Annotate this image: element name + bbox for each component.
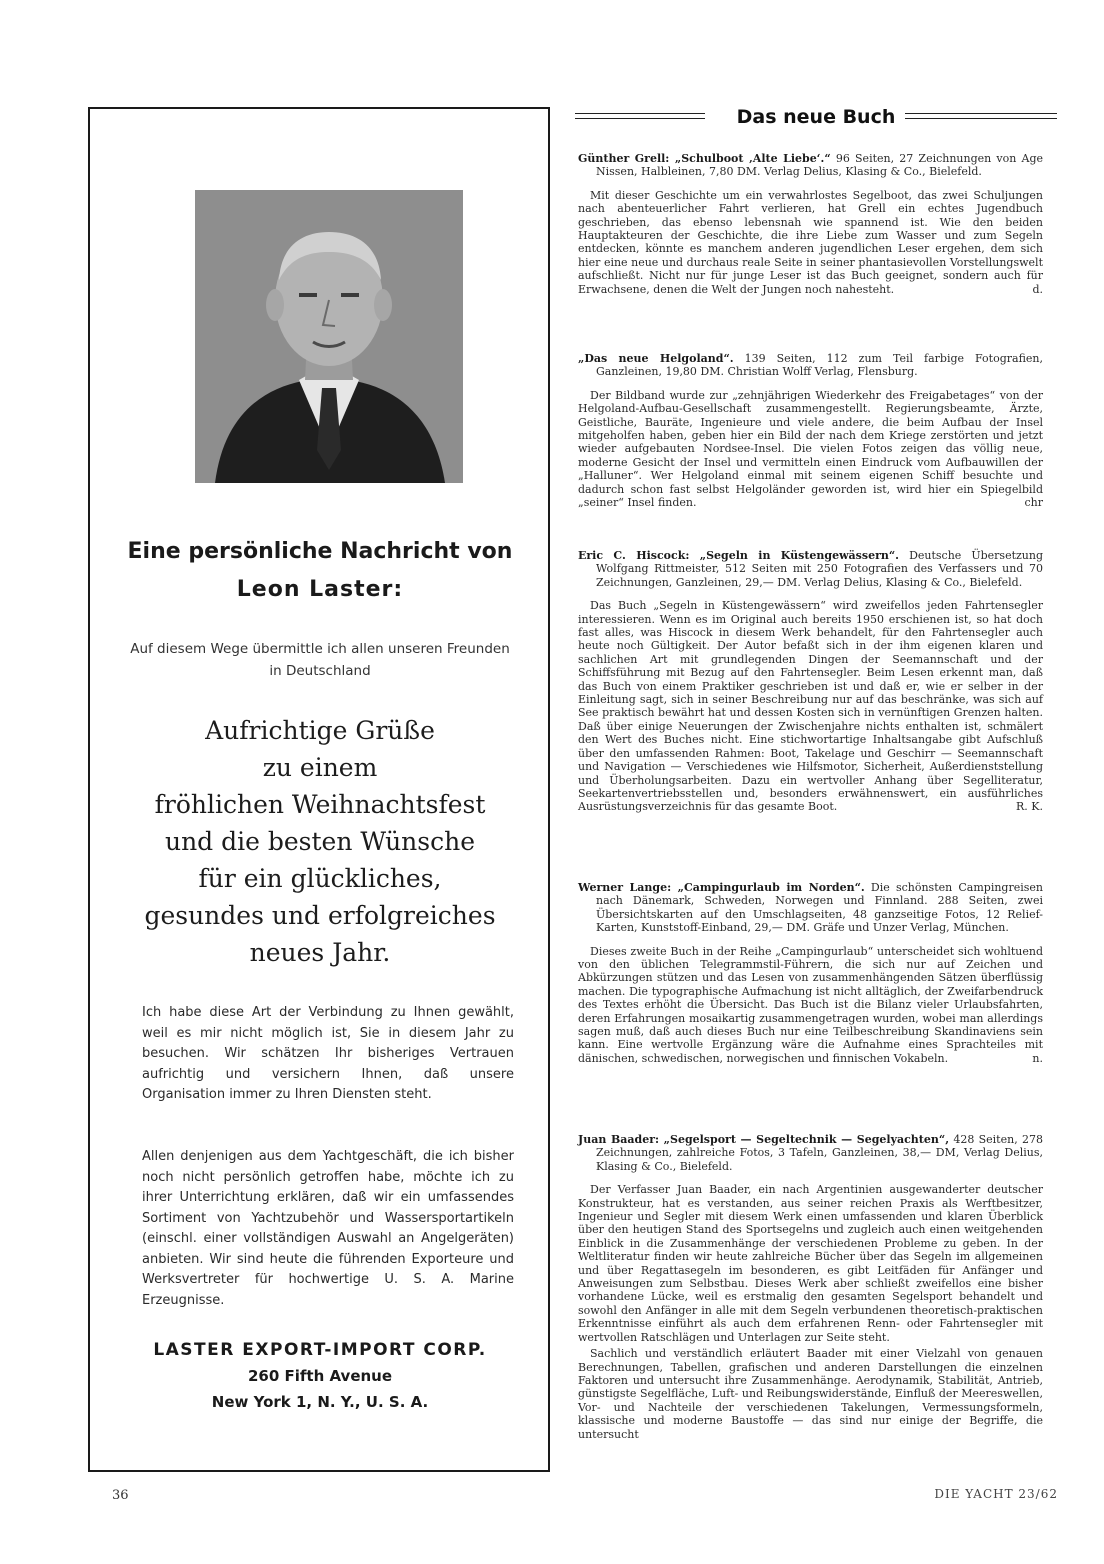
review-title: Juan Baader: „Segelsport — Segeltechnik — Segelyachten“,: [578, 1133, 950, 1146]
review-lange: [578, 881, 1043, 1065]
company-block: [100, 1338, 540, 1414]
greeting-line: fröhlichen Weihnachtsfest: [154, 790, 486, 819]
greeting-line: Aufrichtige Grüße: [205, 716, 435, 745]
review-text: Der Bildband wurde zur „zehnjährigen Wiederkehr des Freigabetages“ von der Helgoland-Aufbau-Gesellschaft zusammengestellt. Regierungsbeamte, Ärzte, Geistliche, Bauräte, Ingenieure und viele andere, die beim Aufbau der Insel mitgeholfen haben, geben hier ein Bild der nach dem Kriege zerstörten und jetzt wieder aufgebauten Nordsee-Insel. Die vielen Fotos zeigen das völlig neue, moderne Gesicht der Insel und vermitteln einen Eindruck vom Aufbauwillen der „Halluner“. Wer Helgoland einmal mit seinem eigenen Schiff besuchte und dadurch schon fast selbst Helgoländer geworden ist, wird hier ein Spiegelbild „seiner“ Insel finden.: [578, 388, 1043, 510]
greeting-line: und die besten Wünsche: [164, 827, 476, 856]
review-title: Werner Lange: „Campingurlaub im Norden“.: [578, 881, 865, 894]
ad-greeting: [100, 712, 540, 971]
review-signature: chr: [1024, 496, 1043, 510]
section-header: [575, 104, 1057, 130]
review-body: [578, 389, 1043, 510]
company-name: LASTER EXPORT-IMPORT CORP.: [153, 1340, 487, 1360]
review-bibliography: [578, 152, 1043, 179]
greeting-line: neues Jahr.: [249, 938, 391, 967]
review-helgoland: [578, 352, 1043, 509]
review-signature: n.: [1032, 1051, 1043, 1065]
greeting-line: zu einem: [262, 753, 378, 782]
review-details: 139 Seiten, 112 zum Teil farbige Fotografien, Ganzleinen, 19,80 DM. Christian Wolff Verlag, Flensburg.: [596, 352, 1043, 379]
review-details: 428 Seiten, 278 Zeichnungen, zahlreiche Fotos, 3 Tafeln, Ganzleinen, 38,— DM, Verlag Delius, Klasing & Co., Bielefeld.: [596, 1133, 1043, 1173]
review-baader: [578, 1133, 1043, 1441]
portrait-photo: [195, 190, 463, 483]
review-signature: R. K.: [1016, 800, 1043, 814]
review-text: Mit dieser Geschichte um ein verwahrlostes Segelboot, das zwei Schuljungen nach abenteuerlicher Fahrt verlieren, hat Grell ein echtes Jugendbuch geschrieben, das ebenso lebensnah wie spannend ist. Wie den beiden Hauptakteuren der Geschichte, die ihre Liebe zum Wasser und zum Segeln entdecken, könnte es manchem anderen jugendlichen Leser ergehen, dem sich hier eine neue und durchaus reale Seite in seiner phantasievollen Vorstellungswelt aufschließt. Nicht nur für junge Leser ist das Buch geeignet, sondern auch für Erwachsene, denen die Welt der Jungen noch nahesteht.: [578, 188, 1043, 296]
review-bibliography: [578, 549, 1043, 589]
review-details: Deutsche Übersetzung Wolfgang Rittmeister, 512 Seiten mit 250 Fotografien des Verfassers und 70 Zeichnungen, Ganzleinen, 29,— DM. Verlag Delius, Klasing & Co., Bielefeld.: [596, 549, 1044, 589]
section-title: Das neue Buch: [736, 106, 896, 128]
ad-paragraph-2: Allen denjenigen aus dem Yachtgeschäft, die ich bisher noch nicht persönlich getroffen habe, möchte ich zu ihrer Unterrichtung erklären, daß wir ein umfassendes Sortiment von Yachtzubehör und Wassersportartikeln (einschl. einer vollständigen Auswahl an Angelgeräten) anbieten. Wir sind heute die führenden Exporteure und Werksvertreter für hochwertige U. S. A. Marine Erzeugnisse.: [142, 1149, 514, 1308]
review-title: Eric C. Hiscock: „Segeln in Küstengewässern“.: [578, 549, 900, 562]
greeting-line: für ein glückliches,: [198, 864, 442, 893]
ad-heading-line1: Eine persönliche Nachricht von: [127, 539, 513, 564]
page-number: 36: [112, 1488, 129, 1503]
review-hiscock: [578, 549, 1043, 814]
ad-heading-line2: Leon Laster:: [236, 577, 404, 602]
review-body: Sachlich und verständlich erläutert Baader mit einer Vielzahl von genauen Berechnungen, Tabellen, grafischen und anderen Darstellungen die einzelnen Faktoren und untersucht ihre Zusammenhänge. Aerodynamik, Stabilität, Antrieb, günstigste Segelfläche, Luft- und Reibungswiderstände, Einfluß der Meereswellen, Vor- und Nachteile der verschiedenen Takelungen, Vermessungsformeln, klassische und moderne Baustoffe — das sind nur einige der Begriffe, die untersucht: [578, 1347, 1043, 1441]
review-title: Günther Grell: „Schulboot ‚Alte Liebe‘.“: [578, 152, 831, 165]
review-text: Dieses zweite Buch in der Reihe „Campingurlaub“ unterscheidet sich wohltuend von den üblichen Telegrammstil-Führern, die sich nur auf Zeichen und Abkürzungen stützen und das Lesen von zusammenhängenden Sätzen überflüssig machen. Die typographische Aufmachung ist nicht alltäglich, der Zweifarbendruck des Textes erhöht die Übersicht. Das Buch ist die Bilanz vieler Urlaubsfahrten, deren Erfahrungen mosaikartig zusammengetragen wurden, wobei man allerdings sagen muß, daß auch dieses Buch nur eine Teilbeschreibung Skandinaviens sein kann. Eine wertvolle Ergänzung wäre die Aufnahme eines Sprachteiles mit dänischen, schwedischen, norwegischen und finnischen Vokabeln.: [578, 944, 1043, 1065]
ad-intro: Auf diesem Wege übermittle ich allen unseren Freunden in Deutschland: [130, 641, 510, 679]
review-body: [578, 599, 1043, 814]
review-body: [578, 945, 1043, 1066]
rule-right: [905, 113, 1057, 119]
review-bibliography: [578, 881, 1043, 935]
company-city: New York 1, N. Y., U. S. A.: [211, 1393, 429, 1411]
journal-issue: DIE YACHT 23/62: [934, 1487, 1058, 1501]
review-details: Die schönsten Campingreisen nach Dänemark, Schweden, Norwegen und Finnland. 288 Seiten, zwei Übersichtskarten auf den Umschlagseiten, 48 ganzseitige Fotos, 12 Relief-Karten, Kunststoff-Einband, 29,— DM. Gräfe und Unzer Verlag, München.: [596, 881, 1044, 935]
review-bibliography: [578, 352, 1043, 379]
review-body: Der Verfasser Juan Baader, ein nach Argentinien ausgewanderter deutscher Konstrukteur, hat es verstanden, aus seiner reichen Praxis als Werftbesitzer, Ingenieur und Segler mit diesem Werk einen umfassenden und klaren Überblick über den heutigen Stand des Sportsegelns und zugleich auch einen weitgehenden Einblick in die Zusammenhänge der verschiedenen Probleme zu geben. In der Weltliteratur finden wir heute zahlreiche Bücher über das Segeln im allgemeinen und über Regattasegeln im besonderen, es gibt Leitfäden für Anfänger und Anweisungen zum Selbstbau. Dieses Werk aber schließt zweifellos eine bisher vorhandene Lücke, weil es erstmalig den gesamten Segelsport behandelt und sowohl den Anfänger in alle mit dem Segeln verbundenen theoretisch-praktischen Erkenntnisse einführt als auch dem erfahrenen Renn- oder Fahrtensegler mit wertvollen Ratschlägen und Unterlagen zur Seite steht.: [578, 1183, 1043, 1344]
review-body: [578, 189, 1043, 296]
portrait-image: [195, 190, 463, 483]
ad-paragraph-1: Ich habe diese Art der Verbindung zu Ihnen gewählt, weil es mir nicht möglich ist, Sie in diesem Jahr zu besuchen. Wir schätzen Ihr bisheriges Vertrauen aufrichtig und versichern Ihnen, daß unsere Organisation immer zu Ihren Diensten steht.: [142, 1005, 514, 1102]
company-street: 260 Fifth Avenue: [247, 1367, 393, 1385]
review-bibliography: [578, 1133, 1043, 1173]
review-signature: d.: [1032, 282, 1043, 296]
review-title: „Das neue Helgoland“.: [578, 352, 734, 365]
greeting-line: gesundes und erfolgreiches: [144, 901, 496, 930]
review-text: Das Buch „Segeln in Küstengewässern“ wird zweifellos jeden Fahrtensegler interessieren. Wenn es im Original auch bereits 1950 erschienen ist, so hat doch fast alles, was Hiscock in diesem Werk behandelt, für den Fahrtensegler auch heute noch Gültigkeit. Der Autor befaßt sich in der ihm eigenen klaren und sachlichen Art mit grundlegenden Dingen der Seemannschaft und der Schiffsführung mit Bezug auf den Fahrtensegler. Beim Lesen erkennt man, daß das Buch von einem Praktiker geschrieben ist und daß er, wie er selber in der Einleitung sagt, sich in seiner Beschreibung nur auf das beschränke, was sich auf See praktisch bewährt hat und dessen Kosten sich in vernünftigen Grenzen halten. Daß über einige Neuerungen der Zwischenjahre nichts enthalten ist, schmälert den Wert des Buches nicht. Eine stichwortartige Inhaltsangabe gibt Aufschluß über den umfassenden Rahmen: Boot, Takelage und Geschirr — Seemannschaft und Navigation — Verschiedenes wie Hilfsmotor, Sicherheit, Außerdienststellung und Überholungsarbeiten. Dazu ein wertvoller Anhang über Segelliteratur, Seekartenvertriebsstellen und, besonders erwähnenswert, ein ausführliches Ausrüstungsverzeichnis für das gesamte Boot.: [578, 599, 1043, 814]
review-grell: [578, 152, 1043, 296]
review-details: 96 Seiten, 27 Zeichnungen von Age Nissen, Halbleinen, 7,80 DM. Verlag Delius, Klasing & Co., Bielefeld.: [596, 152, 1043, 179]
